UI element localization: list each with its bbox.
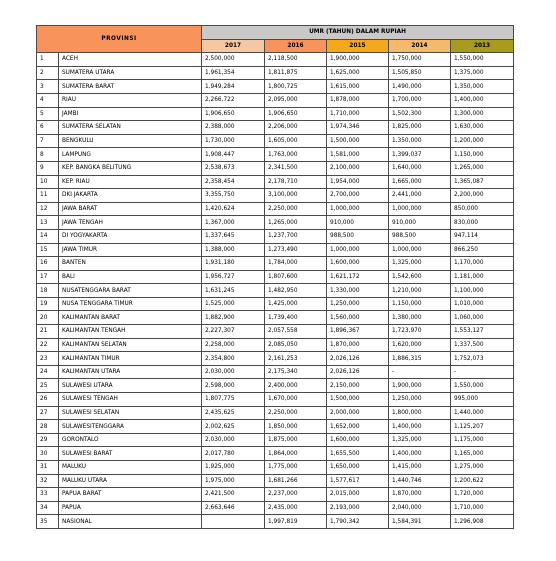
umr-2014-cell: 1,620,000 [389, 338, 451, 352]
table-row [37, 189, 514, 203]
umr-2013-cell: 1,350,000 [451, 80, 514, 94]
year-header-2015: 2015 [327, 39, 389, 53]
umr-2017-cell: 2,030,000 [202, 365, 265, 379]
table-row [37, 216, 514, 230]
umr-2016-cell: 1,775,000 [265, 461, 327, 475]
umr-2014-cell: 2,441,000 [389, 189, 451, 203]
table-row [37, 270, 514, 284]
umr-2016-cell: 1,850,000 [265, 420, 327, 434]
umr-2017-cell: 1,420,624 [202, 202, 265, 216]
umr-2013-cell: 1,375,000 [451, 66, 514, 80]
row-number-cell: 20 [37, 311, 59, 325]
province-name-cell: SULAWESI UTARA [59, 379, 202, 393]
umr-2015-cell: 1,790,342 [327, 515, 389, 529]
umr-2016-cell: 1,670,000 [265, 393, 327, 407]
province-name-cell: PAPUA BARAT [59, 488, 202, 502]
province-name-cell: NUSA TENGGARA TIMUR [59, 297, 202, 311]
umr-2013-cell: 1,150,000 [451, 148, 514, 162]
umr-2016-cell: 2,237,000 [265, 488, 327, 502]
row-number-cell: 35 [37, 515, 59, 529]
umr-2015-cell: 1,600,000 [327, 433, 389, 447]
umr-2017-cell: 1,882,900 [202, 311, 265, 325]
umr-2013-cell: 1,553,127 [451, 325, 514, 339]
umr-2013-cell: 1,300,000 [451, 107, 514, 121]
umr-2013-cell: 1,630,000 [451, 121, 514, 135]
umr-2014-cell: 1,440,746 [389, 474, 451, 488]
umr-2017-cell: 1,906,650 [202, 107, 265, 121]
umr-2016-cell: 1,425,000 [265, 297, 327, 311]
umr-2017-cell: 1,931,180 [202, 257, 265, 271]
umr-2016-cell: 2,206,000 [265, 121, 327, 135]
row-number-cell: 19 [37, 297, 59, 311]
province-name-cell: BALI [59, 270, 202, 284]
umr-2016-cell: 1,906,650 [265, 107, 327, 121]
table-row [37, 161, 514, 175]
umr-2017-cell: 1,631,245 [202, 284, 265, 298]
table-row [37, 447, 514, 461]
year-header-2014: 2014 [389, 39, 451, 53]
province-name-cell: KALIMANTAN UTARA [59, 365, 202, 379]
province-name-cell: PAPUA [59, 501, 202, 515]
umr-2015-cell: 2,000,000 [327, 406, 389, 420]
table-row [37, 121, 514, 135]
year-header-2016: 2016 [265, 39, 327, 53]
umr-2014-cell: 1,825,000 [389, 121, 451, 135]
umr-2014-cell: 1,584,391 [389, 515, 451, 529]
row-number-cell: 13 [37, 216, 59, 230]
table-row [37, 175, 514, 189]
province-name-cell: ACEH [59, 53, 202, 67]
umr-2015-cell: 2,700,000 [327, 189, 389, 203]
row-number-cell: 22 [37, 338, 59, 352]
row-number-cell: 31 [37, 461, 59, 475]
umr-2017-cell: 1,925,000 [202, 461, 265, 475]
table-row [37, 515, 514, 529]
province-name-cell: SULAWESITENGGARA [59, 420, 202, 434]
umr-2013-cell: 1,720,000 [451, 488, 514, 502]
umr-2014-cell: 1,250,000 [389, 393, 451, 407]
umr-2016-cell: 1,265,000 [265, 216, 327, 230]
umr-2014-cell: 1,886,315 [389, 352, 451, 366]
umr-2013-cell: 1,200,622 [451, 474, 514, 488]
umr-2014-cell: 1,502,300 [389, 107, 451, 121]
umr-2015-cell: 1,954,000 [327, 175, 389, 189]
umr-2013-cell: 1,170,000 [451, 257, 514, 271]
umr-2017-cell: 2,663,646 [202, 501, 265, 515]
umr-2016-cell: 2,161,253 [265, 352, 327, 366]
umr-2017-cell [202, 515, 265, 529]
umr-2017-cell: 3,355,750 [202, 189, 265, 203]
table-row [37, 420, 514, 434]
year-header-2017: 2017 [202, 39, 265, 53]
province-name-cell: SULAWESI TENGAH [59, 393, 202, 407]
umr-2017-cell: 1,975,000 [202, 474, 265, 488]
province-name-cell: JAWA BARAT [59, 202, 202, 216]
umr-2014-cell: 1,800,000 [389, 406, 451, 420]
umr-2014-cell: 1,505,850 [389, 66, 451, 80]
umr-2016-cell: 1,784,000 [265, 257, 327, 271]
row-number-cell: 16 [37, 257, 59, 271]
umr-2016-cell: 1,739,400 [265, 311, 327, 325]
row-number-cell: 8 [37, 148, 59, 162]
row-number-cell: 33 [37, 488, 59, 502]
umr-2015-cell: 1,900,000 [327, 53, 389, 67]
umr-2014-cell: 910,000 [389, 216, 451, 230]
umr-2013-cell: 1,265,000 [451, 161, 514, 175]
row-number-cell: 12 [37, 202, 59, 216]
umr-2013-cell: 1,181,000 [451, 270, 514, 284]
umr-2015-cell: 1,250,000 [327, 297, 389, 311]
table-row [37, 80, 514, 94]
province-name-cell: SUMATERA BARAT [59, 80, 202, 94]
umr-2016-cell: 1,807,600 [265, 270, 327, 284]
umr-2017-cell: 2,017,780 [202, 447, 265, 461]
umr-2013-cell: 1,365,087 [451, 175, 514, 189]
row-number-cell: 10 [37, 175, 59, 189]
umr-2016-cell: 1,763,000 [265, 148, 327, 162]
umr-2013-cell: 1,337,500 [451, 338, 514, 352]
umr-2014-cell: 1,870,000 [389, 488, 451, 502]
row-number-cell: 9 [37, 161, 59, 175]
umr-header: UMR (TAHUN) DALAM RUPIAH [202, 26, 514, 40]
umr-2013-cell: 830,000 [451, 216, 514, 230]
umr-2015-cell: 2,026,126 [327, 352, 389, 366]
umr-2017-cell: 1,961,354 [202, 66, 265, 80]
umr-2017-cell: 1,337,645 [202, 229, 265, 243]
umr-2015-cell: 2,100,000 [327, 161, 389, 175]
row-number-cell: 7 [37, 134, 59, 148]
table-row [37, 365, 514, 379]
umr-2013-cell: 1,125,207 [451, 420, 514, 434]
province-name-cell: KALIMANTAN SELATAN [59, 338, 202, 352]
umr-2015-cell: 1,878,000 [327, 93, 389, 107]
row-number-cell: 34 [37, 501, 59, 515]
umr-2014-cell: 1,380,000 [389, 311, 451, 325]
umr-2016-cell: 2,400,000 [265, 379, 327, 393]
umr-2014-cell: 1,900,000 [389, 379, 451, 393]
table-row [37, 284, 514, 298]
umr-2014-cell: 1,000,000 [389, 243, 451, 257]
province-name-cell: NUSATENGGARA BARAT [59, 284, 202, 298]
province-name-cell: BENGKULU [59, 134, 202, 148]
row-number-cell: 25 [37, 379, 59, 393]
umr-2014-cell: 1,415,000 [389, 461, 451, 475]
row-number-cell: 2 [37, 66, 59, 80]
table-row [37, 393, 514, 407]
umr-2015-cell: 1,600,000 [327, 257, 389, 271]
row-number-cell: 32 [37, 474, 59, 488]
umr-2015-cell: 1,500,000 [327, 134, 389, 148]
table-row [37, 107, 514, 121]
umr-table-container [36, 25, 514, 529]
umr-2014-cell: 1,700,000 [389, 93, 451, 107]
row-number-cell: 15 [37, 243, 59, 257]
umr-2017-cell: 2,598,000 [202, 379, 265, 393]
umr-2014-cell: 1,399,037 [389, 148, 451, 162]
umr-2017-cell: 1,730,000 [202, 134, 265, 148]
table-row [37, 406, 514, 420]
table-row [37, 243, 514, 257]
umr-2016-cell: 2,178,710 [265, 175, 327, 189]
table-row [37, 474, 514, 488]
umr-2013-cell: 866,250 [451, 243, 514, 257]
umr-2016-cell: 1,482,950 [265, 284, 327, 298]
province-name-cell: LAMPUNG [59, 148, 202, 162]
umr-2016-cell: 3,100,000 [265, 189, 327, 203]
umr-2016-cell: 2,095,000 [265, 93, 327, 107]
umr-2015-cell: 1,560,000 [327, 311, 389, 325]
umr-2017-cell: 2,266,722 [202, 93, 265, 107]
provinsi-header: PROVINSI [37, 26, 202, 53]
umr-2015-cell: 1,500,000 [327, 393, 389, 407]
umr-2017-cell: 2,435,625 [202, 406, 265, 420]
umr-2016-cell: 1,864,000 [265, 447, 327, 461]
umr-2016-cell: 1,997,819 [265, 515, 327, 529]
province-name-cell: NASIONAL [59, 515, 202, 529]
umr-2015-cell: 910,000 [327, 216, 389, 230]
header-row-top [37, 26, 514, 40]
umr-2014-cell: 1,640,000 [389, 161, 451, 175]
row-number-cell: 27 [37, 406, 59, 420]
umr-2014-cell: 1,400,000 [389, 420, 451, 434]
province-name-cell: KALIMANTAN TENGAH [59, 325, 202, 339]
umr-2017-cell: 2,388,000 [202, 121, 265, 135]
umr-2013-cell: 1,175,000 [451, 433, 514, 447]
umr-2015-cell: 1,615,000 [327, 80, 389, 94]
umr-2014-cell: 1,325,000 [389, 257, 451, 271]
province-name-cell: DI YOGYAKARTA [59, 229, 202, 243]
umr-2013-cell: - [451, 365, 514, 379]
umr-2017-cell: 1,949,284 [202, 80, 265, 94]
umr-2017-cell: 2,538,673 [202, 161, 265, 175]
row-number-cell: 29 [37, 433, 59, 447]
umr-2013-cell: 1,060,000 [451, 311, 514, 325]
umr-2017-cell: 1,908,447 [202, 148, 265, 162]
table-row [37, 53, 514, 67]
umr-2013-cell: 1,400,000 [451, 93, 514, 107]
province-name-cell: KEP. BANGKA BELITUNG [59, 161, 202, 175]
province-name-cell: KEP. RIAU [59, 175, 202, 189]
umr-2014-cell: 1,150,000 [389, 297, 451, 311]
umr-2014-cell: - [389, 365, 451, 379]
table-row [37, 379, 514, 393]
province-name-cell: KALIMANTAN BARAT [59, 311, 202, 325]
umr-2016-cell: 1,800,725 [265, 80, 327, 94]
umr-2015-cell: 988,500 [327, 229, 389, 243]
umr-2016-cell: 2,250,000 [265, 202, 327, 216]
row-number-cell: 28 [37, 420, 59, 434]
umr-2013-cell: 1,550,000 [451, 379, 514, 393]
umr-2017-cell: 1,388,000 [202, 243, 265, 257]
year-header-2013: 2013 [451, 39, 514, 53]
umr-2014-cell: 1,750,000 [389, 53, 451, 67]
umr-2013-cell: 1,752,073 [451, 352, 514, 366]
row-number-cell: 5 [37, 107, 59, 121]
table-body [37, 53, 514, 529]
umr-2016-cell: 1,811,875 [265, 66, 327, 80]
umr-2016-cell: 1,273,490 [265, 243, 327, 257]
row-number-cell: 4 [37, 93, 59, 107]
umr-2013-cell: 1,710,000 [451, 501, 514, 515]
umr-2014-cell: 1,723,970 [389, 325, 451, 339]
umr-2017-cell: 2,002,625 [202, 420, 265, 434]
umr-2015-cell: 1,577,617 [327, 474, 389, 488]
province-name-cell: RIAU [59, 93, 202, 107]
umr-2017-cell: 2,421,500 [202, 488, 265, 502]
table-row [37, 66, 514, 80]
row-number-cell: 24 [37, 365, 59, 379]
umr-2014-cell: 1,350,000 [389, 134, 451, 148]
umr-2013-cell: 1,165,000 [451, 447, 514, 461]
umr-table [36, 25, 514, 529]
row-number-cell: 30 [37, 447, 59, 461]
umr-2014-cell: 1,000,000 [389, 202, 451, 216]
table-row [37, 488, 514, 502]
umr-2016-cell: 2,341,500 [265, 161, 327, 175]
umr-2015-cell: 2,193,000 [327, 501, 389, 515]
umr-2017-cell: 2,227,307 [202, 325, 265, 339]
umr-2013-cell: 1,275,000 [451, 461, 514, 475]
umr-2013-cell: 1,440,000 [451, 406, 514, 420]
umr-2015-cell: 1,870,000 [327, 338, 389, 352]
table-row [37, 134, 514, 148]
umr-2017-cell: 2,258,000 [202, 338, 265, 352]
province-name-cell: SUMATERA SELATAN [59, 121, 202, 135]
row-number-cell: 1 [37, 53, 59, 67]
umr-2014-cell: 2,040,000 [389, 501, 451, 515]
umr-2017-cell: 2,358,454 [202, 175, 265, 189]
umr-2013-cell: 1,200,000 [451, 134, 514, 148]
row-number-cell: 26 [37, 393, 59, 407]
table-row [37, 352, 514, 366]
umr-2013-cell: 1,296,908 [451, 515, 514, 529]
umr-2017-cell: 1,807,775 [202, 393, 265, 407]
umr-2013-cell: 2,200,000 [451, 189, 514, 203]
umr-2016-cell: 2,175,340 [265, 365, 327, 379]
umr-2015-cell: 1,581,000 [327, 148, 389, 162]
province-name-cell: SULAWESI SELATAN [59, 406, 202, 420]
umr-2013-cell: 947,114 [451, 229, 514, 243]
umr-2016-cell: 2,057,558 [265, 325, 327, 339]
table-row [37, 229, 514, 243]
umr-2015-cell: 1,621,172 [327, 270, 389, 284]
umr-2015-cell: 2,026,126 [327, 365, 389, 379]
table-row [37, 257, 514, 271]
umr-2017-cell: 2,354,800 [202, 352, 265, 366]
umr-2015-cell: 1,655,500 [327, 447, 389, 461]
row-number-cell: 18 [37, 284, 59, 298]
table-row [37, 202, 514, 216]
umr-2013-cell: 1,100,000 [451, 284, 514, 298]
umr-2016-cell: 2,250,000 [265, 406, 327, 420]
umr-2015-cell: 1,330,000 [327, 284, 389, 298]
umr-2016-cell: 2,435,000 [265, 501, 327, 515]
umr-2015-cell: 1,710,000 [327, 107, 389, 121]
umr-2015-cell: 1,625,000 [327, 66, 389, 80]
province-name-cell: MALUKU [59, 461, 202, 475]
province-name-cell: BANTEN [59, 257, 202, 271]
province-name-cell: KALIMANTAN TIMUR [59, 352, 202, 366]
umr-2014-cell: 1,210,000 [389, 284, 451, 298]
umr-2015-cell: 1,000,000 [327, 202, 389, 216]
province-name-cell: JAMBI [59, 107, 202, 121]
umr-2017-cell: 2,500,000 [202, 53, 265, 67]
province-name-cell: JAWA TIMUR [59, 243, 202, 257]
table-row [37, 148, 514, 162]
umr-2014-cell: 1,665,000 [389, 175, 451, 189]
row-number-cell: 21 [37, 325, 59, 339]
umr-2013-cell: 1,550,000 [451, 53, 514, 67]
umr-2013-cell: 1,010,000 [451, 297, 514, 311]
umr-2016-cell: 1,875,000 [265, 433, 327, 447]
umr-2014-cell: 988,500 [389, 229, 451, 243]
umr-2017-cell: 1,525,000 [202, 297, 265, 311]
umr-2017-cell: 1,367,000 [202, 216, 265, 230]
umr-2017-cell: 2,030,000 [202, 433, 265, 447]
table-row [37, 297, 514, 311]
row-number-cell: 6 [37, 121, 59, 135]
umr-2016-cell: 1,681,266 [265, 474, 327, 488]
table-row [37, 501, 514, 515]
umr-2015-cell: 1,000,000 [327, 243, 389, 257]
umr-2014-cell: 1,490,000 [389, 80, 451, 94]
umr-2015-cell: 2,150,000 [327, 379, 389, 393]
province-name-cell: MALUKU UTARA [59, 474, 202, 488]
table-row [37, 338, 514, 352]
umr-2013-cell: 995,000 [451, 393, 514, 407]
table-row [37, 461, 514, 475]
umr-2016-cell: 2,085,050 [265, 338, 327, 352]
umr-2015-cell: 2,015,000 [327, 488, 389, 502]
umr-2016-cell: 1,605,000 [265, 134, 327, 148]
umr-2016-cell: 1,237,700 [265, 229, 327, 243]
umr-2015-cell: 1,652,000 [327, 420, 389, 434]
umr-2015-cell: 1,650,000 [327, 461, 389, 475]
province-name-cell: DKI JAKARTA [59, 189, 202, 203]
province-name-cell: SULAWESI BARAT [59, 447, 202, 461]
row-number-cell: 3 [37, 80, 59, 94]
umr-2015-cell: 1,974,346 [327, 121, 389, 135]
province-name-cell: SUMATERA UTARA [59, 66, 202, 80]
row-number-cell: 11 [37, 189, 59, 203]
umr-2014-cell: 1,542,600 [389, 270, 451, 284]
umr-2016-cell: 2,118,500 [265, 53, 327, 67]
row-number-cell: 17 [37, 270, 59, 284]
umr-2014-cell: 1,400,000 [389, 447, 451, 461]
umr-2017-cell: 1,956,727 [202, 270, 265, 284]
table-row [37, 325, 514, 339]
table-row [37, 93, 514, 107]
row-number-cell: 14 [37, 229, 59, 243]
province-name-cell: JAWA TENGAH [59, 216, 202, 230]
umr-2014-cell: 1,325,000 [389, 433, 451, 447]
table-row [37, 433, 514, 447]
row-number-cell: 23 [37, 352, 59, 366]
umr-2013-cell: 850,000 [451, 202, 514, 216]
table-row [37, 311, 514, 325]
province-name-cell: GORONTALO [59, 433, 202, 447]
umr-2015-cell: 1,896,367 [327, 325, 389, 339]
